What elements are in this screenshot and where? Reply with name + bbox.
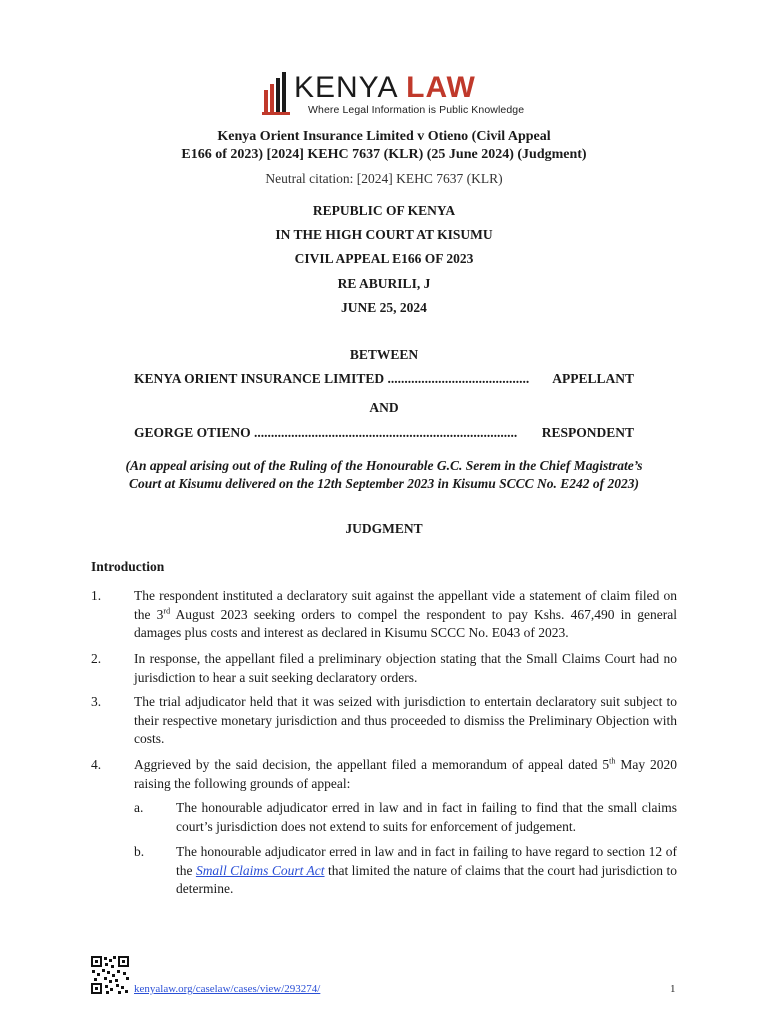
appeal-note-line-1: (An appeal arising out of the Ruling of the Honourable G.C. Serem in the Chief Magistrate’s xyxy=(125,458,643,473)
judgment-heading: JUDGMENT xyxy=(345,521,423,536)
paragraph-number: 4. xyxy=(91,757,102,772)
respondent-name: GEORGE OTIENO .............................................................................. xyxy=(134,425,518,440)
appeal-number: CIVIL APPEAL E166 OF 2023 xyxy=(294,251,474,266)
logo-tagline: Where Legal Information is Public Knowledge xyxy=(308,104,525,116)
ground-text: The honourable adjudicator erred in law and in fact in failing to have regard to section 12 of the Small Claims Court Act that limited the nature of claims that the court had jurisdiction to determine. xyxy=(176,844,677,896)
paragraph-text: Aggrieved by the said decision, the appellant filed a memorandum of appeal dated 5th May 2020 raising the following grounds of appeal: xyxy=(134,756,677,791)
appeal-note-line-2: Court at Kisumu delivered on the 12th September 2023 in Kisumu SCCC No. E242 of 2023) xyxy=(128,476,640,491)
ground-a xyxy=(134,799,677,837)
judgment-date: JUNE 25, 2024 xyxy=(341,300,427,315)
logo-wordmark: KENYA LAW xyxy=(294,71,476,104)
case-title-line-1: Kenya Orient Insurance Limited v Otieno (Civil Appeal xyxy=(217,129,551,144)
court-heading: IN THE HIGH COURT AT KISUMU xyxy=(275,227,493,242)
paragraph-3 xyxy=(91,693,677,749)
paragraph-number: 1. xyxy=(91,588,102,603)
qr-code-icon xyxy=(90,955,130,995)
paragraph-number: 3. xyxy=(91,694,102,709)
introduction-heading: Introduction xyxy=(91,559,165,574)
paragraph-2 xyxy=(91,650,677,688)
paragraph-text: The respondent instituted a declaratory suit against the appellant vide a statement of claim filed on the 3rd August 2023 seeking orders to compel the respondent to pay Kshs. 467,490 in general damages plus costs and interest as declared in Kisumu SCCC No. E043 of 2023. xyxy=(134,588,677,640)
pillars-logo-icon xyxy=(262,70,292,116)
small-claims-court-act-link[interactable]: Small Claims Court Act xyxy=(195,862,325,878)
paragraph-number: 2. xyxy=(91,651,102,666)
ground-text: The honourable adjudicator erred in law and in fact in failing to find that the small claims court’s jurisdiction does not extend to suits for enforcement of judgement. xyxy=(176,800,677,834)
appellant-line xyxy=(134,371,634,387)
and-label: AND xyxy=(369,400,399,415)
appellant-name: KENYA ORIENT INSURANCE LIMITED .......................................... xyxy=(134,371,530,386)
ground-b xyxy=(134,843,677,899)
ground-letter: b. xyxy=(134,844,145,859)
page-number: 1 xyxy=(670,983,676,995)
paragraph-text: In response, the appellant filed a preliminary objection stating that the Small Claims Court had no jurisdiction to hear a suit seeking declaratory orders. xyxy=(134,651,677,685)
respondent-line xyxy=(134,425,634,441)
kenya-law-logo xyxy=(262,70,525,118)
paragraph-text: The trial adjudicator held that it was seized with jurisdiction to entertain declaratory suit subject to their respective monetary jurisdiction and thus proceeded to dismiss the Preliminary Objection with costs. xyxy=(134,694,677,746)
between-label: BETWEEN xyxy=(349,347,419,362)
respondent-role: RESPONDENT xyxy=(541,425,634,440)
judge-name: RE ABURILI, J xyxy=(337,276,431,291)
appellant-role: APPELLANT xyxy=(552,371,634,386)
case-url-link[interactable]: kenyalaw.org/caselaw/cases/view/293274/ xyxy=(134,983,321,995)
republic-heading: REPUBLIC OF KENYA xyxy=(312,203,456,218)
ground-letter: a. xyxy=(134,800,144,815)
case-title-line-2: E166 of 2023) [2024] KEHC 7637 (KLR) (25 June 2024) (Judgment) xyxy=(181,147,587,162)
paragraph-4 xyxy=(91,756,677,794)
paragraph-1 xyxy=(91,587,677,643)
neutral-citation: Neutral citation: [2024] KEHC 7637 (KLR) xyxy=(265,171,503,186)
